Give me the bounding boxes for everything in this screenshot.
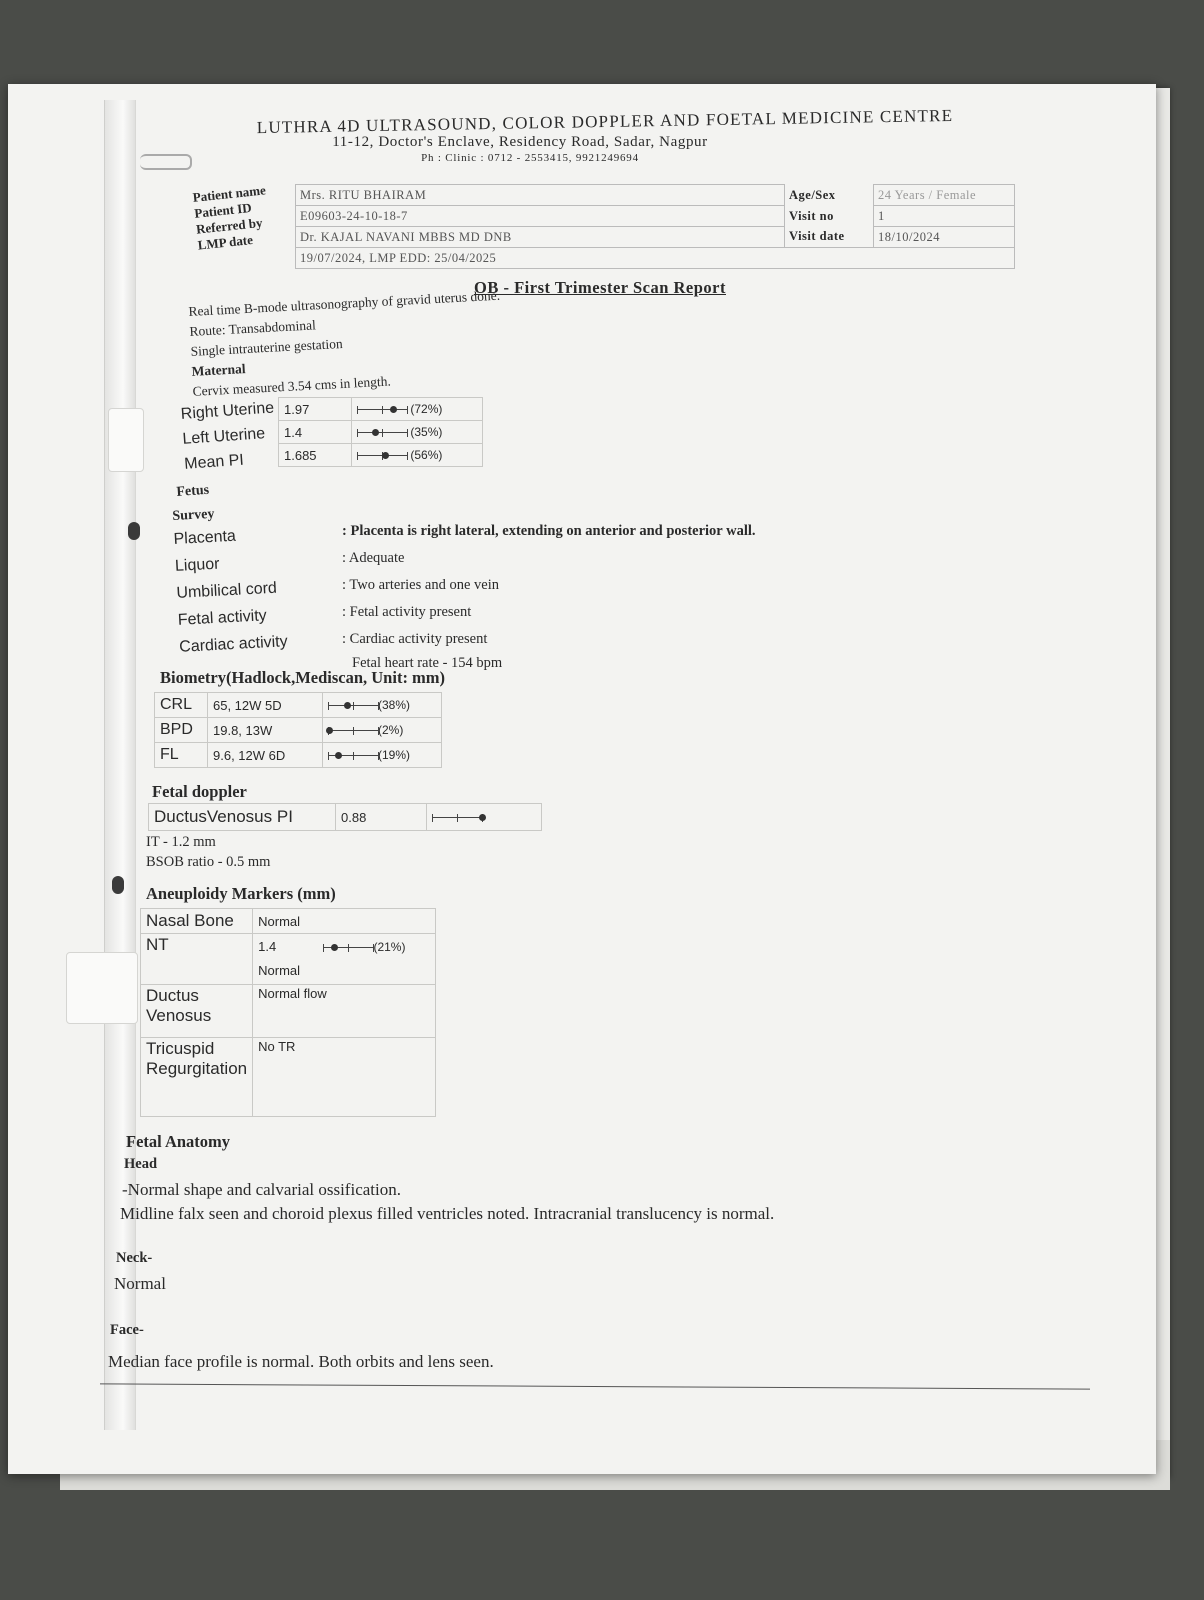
biometry-label: CRL xyxy=(155,693,208,718)
survey-label: Placenta xyxy=(173,527,237,548)
percentile-bar-tick xyxy=(348,944,349,952)
percentile-bar-tick xyxy=(382,429,383,437)
biometry-heading: Biometry(Hadlock,Mediscan, Unit: mm) xyxy=(160,668,446,687)
cervix-line: Cervix measured 3.54 cms in length. xyxy=(192,373,392,399)
fastener-icon xyxy=(140,154,192,170)
tricuspid-regurgitation-label: Tricuspid Regurgitation xyxy=(141,1038,253,1117)
percentile-bar-tick xyxy=(328,752,329,760)
patient-label: Patient ID xyxy=(193,199,253,221)
ductus-venosus-pi-label: DuctusVenosus PI xyxy=(149,804,336,831)
percentile-bar-tick xyxy=(357,406,358,414)
percentile-bar-marker xyxy=(479,814,486,821)
percentile-bar-tick xyxy=(353,752,354,760)
percentile-bar-tick xyxy=(382,406,383,414)
maternal-doppler-table xyxy=(278,397,483,467)
patient-name: Mrs. RITU BHAIRAM xyxy=(296,185,785,206)
nt-status: Normal xyxy=(258,963,301,978)
patient-label: LMP date xyxy=(197,231,254,253)
report-title: OB - First Trimester Scan Report xyxy=(474,278,726,297)
percentile-bar-marker xyxy=(382,452,389,459)
percentile-bar-tick xyxy=(378,727,379,735)
neck-label: Neck- xyxy=(116,1250,153,1266)
umbilical-cord-value: Two arteries and one vein xyxy=(349,577,499,593)
percentile-bar xyxy=(323,943,373,953)
aneuploidy-heading: Aneuploidy Markers (mm) xyxy=(146,884,336,903)
maternal-value: 1.4 xyxy=(279,421,352,444)
clinic-name: LUTHRA 4D ULTRASOUND, COLOR DOPPLER AND FOETAL MEDICINE CENTRE xyxy=(256,105,954,138)
clinic-phone: Ph : Clinic : 0712 - 2553415, 9921249694 xyxy=(421,152,639,164)
percentile-bar-tick xyxy=(353,702,354,710)
punch-hole xyxy=(128,522,140,540)
head-line-1: -Normal shape and calvarial ossification. xyxy=(122,1180,401,1199)
percentile-bar-marker xyxy=(372,429,379,436)
percentile-bar xyxy=(357,451,407,461)
percentile-text: (35%) xyxy=(410,425,443,439)
survey-label: Umbilical cord xyxy=(176,579,278,602)
percentile-bar-marker xyxy=(326,727,333,734)
patient-label: Referred by xyxy=(195,214,264,237)
percentile-text: (21%) xyxy=(373,940,406,954)
percentile-bar-marker xyxy=(390,406,397,413)
placenta-value: Placenta is right lateral, extending on anterior and posterior wall. xyxy=(350,523,756,539)
percentile-bar-tick xyxy=(357,429,358,437)
binder-strip xyxy=(104,100,136,1430)
percentile-bar-tick xyxy=(407,452,408,460)
nt-value: 1.4 xyxy=(258,939,277,954)
it-measure: IT - 1.2 mm xyxy=(146,834,216,850)
bsob-ratio: BSOB ratio - 0.5 mm xyxy=(146,854,271,870)
visit-date: 18/10/2024 xyxy=(874,227,1015,248)
percentile-text: (19%) xyxy=(378,748,411,762)
intro-line: Real time B-mode ultrasonography of gravid uterus done. xyxy=(188,287,501,319)
percentile-bar xyxy=(432,813,482,823)
punch-hole xyxy=(112,876,124,894)
fetal-heart-rate: Fetal heart rate - 154 bpm xyxy=(352,655,503,671)
percentile-bar-tick xyxy=(378,702,379,710)
fetal-anatomy-heading: Fetal Anatomy xyxy=(126,1132,231,1151)
survey-label: Fetal activity xyxy=(177,607,268,629)
percentile-text: (56%) xyxy=(410,448,443,462)
percentile-bar xyxy=(328,751,378,761)
survey-heading: Survey xyxy=(172,506,215,524)
percentile-bar xyxy=(357,428,407,438)
percentile-bar-tick xyxy=(323,944,324,952)
head-label: Head xyxy=(124,1156,158,1172)
percentile-text: (2%) xyxy=(378,723,404,737)
percentile-text: (72%) xyxy=(410,402,443,416)
binder-clip-bottom xyxy=(66,952,138,1024)
fetal-doppler-table xyxy=(148,803,542,831)
fetal-doppler-heading: Fetal doppler xyxy=(152,782,247,801)
biometry-table xyxy=(154,692,442,768)
percentile-bar-tick xyxy=(353,727,354,735)
biometry-label: BPD xyxy=(155,718,208,743)
intro-line: Single intrauterine gestation xyxy=(190,335,343,359)
biometry-value: 9.6, 12W 6D xyxy=(208,743,323,768)
percentile-bar-tick xyxy=(407,429,408,437)
face-value: Median face profile is normal. Both orbits and lens seen. xyxy=(108,1352,494,1371)
cardiac-activity-value: Cardiac activity present xyxy=(349,631,488,647)
biometry-value: 19.8, 13W xyxy=(208,718,323,743)
percentile-bar-tick xyxy=(407,406,408,414)
percentile-bar xyxy=(328,726,378,736)
aneuploidy-table xyxy=(140,908,436,1117)
liquor-value: Adequate xyxy=(348,550,405,566)
ductus-venosus-value: Normal flow xyxy=(253,985,436,1038)
visit-date-label: Visit date xyxy=(789,229,845,244)
percentile-bar-marker xyxy=(331,944,338,951)
survey-values: : Placenta is right lateral, extending on anterior and posterior wall. : Adequate : Two arteries and one vein : Fetal activity present : Cardiac activity present Fetal heart rate - 154 bpm xyxy=(342,523,756,671)
face-label: Face- xyxy=(110,1322,144,1338)
percentile-text: (38%) xyxy=(378,698,411,712)
percentile-bar-marker xyxy=(335,752,342,759)
intro-block xyxy=(188,286,505,402)
survey-label: Cardiac activity xyxy=(178,633,289,656)
percentile-bar-tick xyxy=(378,752,379,760)
percentile-bar-tick xyxy=(432,814,433,822)
age-sex-label: Age/Sex xyxy=(789,187,836,202)
nasal-bone-label: Nasal Bone xyxy=(141,909,253,934)
intro-line: Route: Transabdominal xyxy=(189,317,317,339)
visit-no-label: Visit no xyxy=(789,208,834,223)
percentile-bar-tick xyxy=(373,944,374,952)
maternal-heading: Maternal xyxy=(191,361,246,379)
biometry-value: 65, 12W 5D xyxy=(208,693,323,718)
maternal-label: Mean PI xyxy=(183,451,245,473)
tricuspid-regurgitation-value: No TR xyxy=(253,1038,436,1117)
maternal-labels xyxy=(180,395,278,476)
head-line-2: Midline falx seen and choroid plexus filled ventricles noted. Intracranial translucency is normal. xyxy=(120,1204,775,1223)
patient-label: Patient name xyxy=(192,182,267,205)
fetus-heading: Fetus xyxy=(176,482,210,500)
patient-labels xyxy=(192,182,272,253)
age-sex: 24 Years / Female xyxy=(874,185,1015,206)
patient-id: E09603-24-10-18-7 xyxy=(296,206,785,227)
survey-labels xyxy=(172,502,288,660)
patient-info-table xyxy=(295,184,1015,269)
maternal-value: 1.97 xyxy=(279,398,352,421)
visit-no: 1 xyxy=(874,206,1015,227)
ductus-venosus-label: Ductus Venosus xyxy=(141,985,253,1038)
percentile-bar xyxy=(328,701,378,711)
percentile-bar-marker xyxy=(344,702,351,709)
nt-label: NT xyxy=(141,934,253,985)
biometry-label: FL xyxy=(155,743,208,768)
percentile-bar-tick xyxy=(357,452,358,460)
survey-label: Liquor xyxy=(174,555,220,575)
maternal-label: Right Uterine xyxy=(180,399,275,423)
lmp-date: 19/07/2024, LMP EDD: 25/04/2025 xyxy=(296,248,1015,269)
fetal-activity-value: Fetal activity present xyxy=(349,604,472,620)
clinic-address: 11-12, Doctor's Enclave, Residency Road, Sadar, Nagpur xyxy=(332,134,708,150)
binder-clip-top xyxy=(108,408,144,472)
ductus-venosus-pi-value: 0.88 xyxy=(336,804,427,831)
nasal-bone-value: Normal xyxy=(253,909,436,934)
referred-by: Dr. KAJAL NAVANI MBBS MD DNB xyxy=(296,227,785,248)
maternal-label: Left Uterine xyxy=(182,425,266,448)
percentile-bar xyxy=(357,405,407,415)
maternal-value: 1.685 xyxy=(279,444,352,467)
percentile-bar-tick xyxy=(328,702,329,710)
neck-value: Normal xyxy=(114,1274,166,1293)
percentile-bar-tick xyxy=(457,814,458,822)
